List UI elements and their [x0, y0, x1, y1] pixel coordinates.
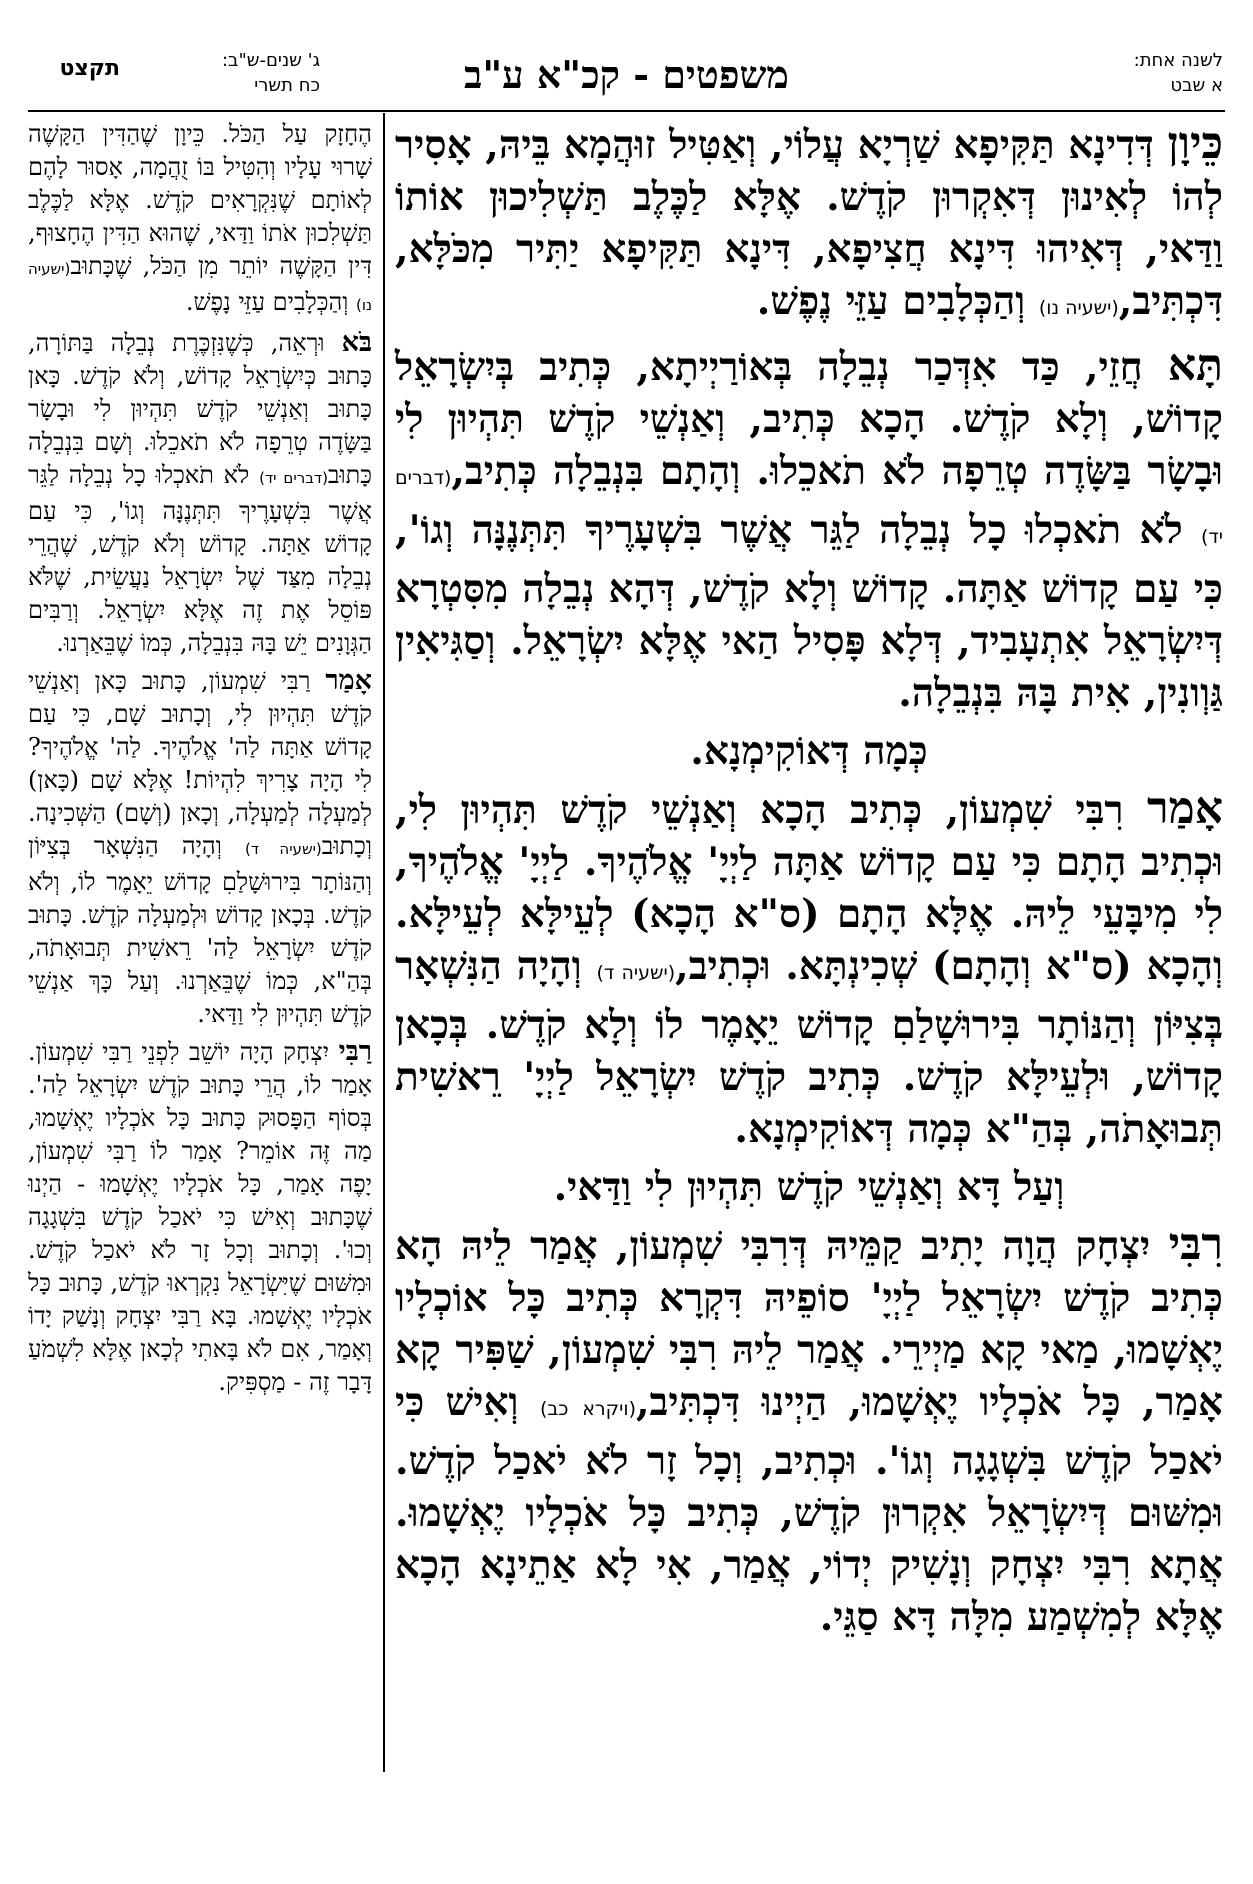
commentary-text: הֶחָזָק עַל הַכֹּל. כֵּיוָן שֶׁהַדִּין הַקָּשֶׁה שָׁרוּי עָלָיו וְהִטִּיל בּוֹ זֻהֲמָה, אָסוּר לָהֶם לְאוֹתָם שֶׁנִּקְרָאִים קֹדֶשׁ. אֶלָּא לַכֶּלֶב תַּשְׁלִכוּן אֹתוֹ וַדַּאי, שֶׁהוּא הַדִּין הֶחָצוּף, דִּין הַקָּשֶׁה יוֹתֵר מִן הַכֹּל, שֶׁכָּתוּב [28, 120, 372, 280]
commentary-paragraph [28, 326, 372, 660]
main-paragraph [395, 340, 1223, 719]
commentary-text: רַבִּי שִׁמְעוֹן, כָּתוּב כָּאן וְאַנְשֵׁי קֹדֶשׁ תִּהְיוּן לִי, וְכָתוּב שָׁם, כִּי עַם קָדוֹשׁ אַתָּה לַה' אֱלֹהֶיךָ. לַה' אֱלֹהֶיךָ? לִי הָיָה צָרִיךְ לִהְיוֹת! אֶלָּא שָׁם (כָּאן) לְמַעְלָה לְמַעְלָה, וְכָאן (וְשָׁם) הַשְּׁכִינָה. וְכָתוּב [28, 667, 372, 860]
commentary-paragraph [28, 1035, 372, 1399]
commentary-text: יִצְחָק הָיָה יוֹשֵׁב לִפְנֵי רַבִּי שִׁמְעוֹן. אָמַר לוֹ, הֲרֵי כָּתוּב קֹדֶשׁ יִשְׂרָאֵל לַה'. בְּסוֹף הַפָּסוּק כָּתוּב כָּל אֹכְלָיו יֶאְשָׁמוּ, מַה זֶּה אוֹמֵר? אָמַר לוֹ רַבִּי שִׁמְעוֹן, יָפֶה אָמַר, כָּל אֹכְלָיו יֶאְשָׁמוּ - הַיְנוּ שֶׁכָּתוּב וְאִישׁ כִּי יֹאכַל קֹדֶשׁ בִּשְׁגָגָה וְכוּ'. וְכָתוּב וְכָל זָר לֹא יֹאכַל קֹדֶשׁ. וּמִשּׁוּם שֶׁיִּשְׂרָאֵל נִקְרְאוּ קֹדֶשׁ, כָּתוּב כָּל אֹכְלָיו יֶאְשָׁמוּ. בָּא רַבִּי יִצְחָק וְנָשַׁק יָדוֹ וְאָמַר, אִם לֹא בָּאתִי לְכָאן אֶלָּא לִשְׁמֹעַ דָּבָר זֶה - מַסְפִּיק. [28, 1038, 372, 1396]
commentary-verse-reference: (ישעיה נו) [28, 260, 372, 314]
main-text: וְהַכְּלָבִים עַזֵּי נֶפֶשׁ. [756, 278, 1039, 324]
page-title: משפטים - קכ"א ע"ב [464, 52, 789, 97]
main-opening-word: כֵּיוָן [1167, 118, 1223, 169]
commentary-verse-reference: (ישעיה ד) [245, 840, 322, 858]
commentary-verse-reference: (דברים יד) [259, 469, 328, 487]
main-paragraph [395, 783, 1223, 1155]
header-three-year-schedule [140, 48, 320, 98]
main-paragraph [395, 118, 1223, 334]
header-one-year-label: לשנה אחת: [1133, 50, 1223, 71]
main-verse-reference: (ויקרא כב) [539, 1398, 636, 1420]
commentary-text: וְהָיָה הַנִּשְׁאָר בְּצִיּוֹן וְהַנּוֹתָר בִּירוּשָׁלַםִ קָדוֹשׁ יֵאָמֶר לוֹ, וְלֹא קֹדֶשׁ. בְּכָאן קָדוֹשׁ וּלְמַעְלָה קֹדֶשׁ. כָּתוּב קֹדֶשׁ יִשְׂרָאֵל לַה' רֵאשִׁית תְּבוּאָתֹה, בְּהַ"א, כְּמוֹ שֶׁבֵּאַרְנוּ. וְעַל כָּךְ אַנְשֵׁי קֹדֶשׁ תִּהְיוּן לִי וַדַּאי. [28, 832, 372, 1028]
commentary-paragraph [28, 664, 372, 1031]
main-text: וְהָיָה הַנִּשְׁאָר בְּצִיּוֹן וְהַנּוֹתָר בִּירוּשָׁלַםִ קָדוֹשׁ יֵאָמֶר לוֹ וְלָא קֹדֶשׁ. בְּכָאן קָדוֹשׁ, וּלְעֵילָּא קֹדֶשׁ. כְּתִיב קֹדֶשׁ יִשְׂרָאֵל לַיְיָ' רֵאשִׁית תְּבוּאָתֹה, בְּהַ"א כְּמָה דְּאוֹקִימְנָא. [395, 943, 1223, 1152]
main-text: וְאִישׁ כִּי יֹאכַל קֹדֶשׁ בִּשְׁגָגָה וְגוֹ'. וּכְתִיב, וְכָל זָר לֹא יֹאכַל קֹדֶשׁ. וּמִשּׁוּם דְּיִשְׂרָאֵל אִקְרוּן קֹדֶשׁ, כְּתִיב כָּל אֹכְלָיו יֶאְשָׁמוּ. אֲתָא רִבִּי יִצְחָק וְנָשִׁיק יְדוֹי, אֲמַר, אִי לָא אַתֵינָא הָכָא אֶלָּא לְמִשְׁמַע מִלָּה דָּא סַגֵּי. [395, 1379, 1223, 1640]
commentary-opening-word: בֹּא [341, 327, 372, 358]
header-three-year-date: כח תשרי [254, 75, 320, 96]
main-paragraph [395, 1219, 1223, 1643]
commentary-text: וּרְאֵה, כְּשֶׁנִּזְכֶּרֶת נְבֵלָה בַּתּוֹרָה, כָּתוּב כְּיִשְׂרָאֵל קָדוֹשׁ, וְלֹא קֹדֶשׁ. כָּאן כָּתוּב וְאַנְשֵׁי קֹדֶשׁ תִּהְיוּן לִי וּבָשָׂר בַּשָּׂדֶה טְרֵפָה לֹא תֹאכֵלוּ. וְשָׁם בִּנְבֵלָה כָּתוּב [28, 329, 372, 489]
main-opening-word: רִבִּי [1168, 1219, 1223, 1270]
main-text: וְעַל דָּא וְאַנְשֵׁי קֹדֶשׁ תִּהְיוּן לִי וַדַּאי. [553, 1164, 1065, 1210]
commentary-paragraph [28, 118, 372, 322]
main-verse-reference: (דברים יד) [395, 467, 1223, 548]
header-divider [28, 110, 1225, 112]
main-paragraph [395, 725, 1223, 777]
commentary-opening-word: רַבִּי [338, 1036, 372, 1067]
main-paragraph [395, 1161, 1223, 1213]
main-text: יִצְחָק הֲוָה יָתִיב קַמֵּיהּ דְּרִבִּי שִׁמְעוֹן, אֲמַר לֵיהּ הָא כְּתִיב קֹדֶשׁ יִשְׂרָאֵל לַיְיָ' סוֹפֵיהּ דִּקְרָא כְּתִיב כָּל אוֹכְלָיו יֶאְשָׁמוּ, מַאי קָא מַיְירֵי. אֲמַר לֵיהּ רִבִּי שִׁמְעוֹן, שַׁפִּיר קָא אָמַר, כָּל אֹכְלָיו יֶאְשָׁמוּ, הַיְינוּ דִּכְתִּיב, [395, 1223, 1223, 1425]
main-text-column [395, 118, 1223, 1649]
header-three-year-label: ג' שנים-ש"ב: [221, 50, 320, 71]
commentary-opening-word: אָמַר [325, 665, 372, 696]
main-text: כְּמָה דְּאוֹקִימְנָא. [690, 728, 928, 774]
page-number: תקצט [59, 56, 120, 81]
main-opening-word: אָמַר [1147, 783, 1223, 834]
main-text: דְּדִינָא תַּקִּיפָא שַׁרְיָא עֲלוֹי, וְאַטִּיל זוּהֲמָא בֵּיהּ, אָסִיר לְהוֹ לְאִינוּן דְּאִקְרוּן קֹדֶשׁ. אֶלָּא לַכֶּלֶב תַּשְׁלִיכוּן אוֹתוֹ וַדַּאי, דְּאִיהוּ דִּינָא חֲצִיפָא, דִּינָא תַּקִּיפָא יַתִּיר מִכֹּלָּא, דִּכְתִּיב, [395, 122, 1223, 324]
header-one-year-date: א שבט [1170, 75, 1223, 96]
main-verse-reference: (ישעיה נו) [1038, 297, 1119, 319]
header-daily-schedule [1013, 48, 1223, 98]
main-text: לֹא תֹאכְלוּ כָל נְבֵלָה לַגֵּר אֲשֶׁר בִּשְׁעָרֶיךָ תִּתְּנֶנָּה וְגוֹ', כִּי עַם קָדוֹשׁ אַתָּה. קָדוֹשׁ וְלָא קֹדֶשׁ, דְּהָא נְבֵלָה מִסִּטְרָא דְּיִשְׂרָאֵל אִתְעָבִיד, דְּלָא פָּסִיל הַאי אֶלָּא יִשְׂרָאֵל. וְסַגִּיאִין גַּוְונִין, אִית בָּהּ בִּנְבֵלָה. [395, 507, 1223, 716]
main-text: רִבִּי שִׁמְעוֹן, כְּתִיב הָכָא וְאַנְשֵׁי קֹדֶשׁ תִּהְיוּן לִי, וּכְתִיב הָתָם כִּי עַם קָדוֹשׁ אַתָּה לַיְיָ' אֱלֹהֶיךָ. לַיְיָ' אֱלֹהֶיךָ, לִי מִיבָּעֵי לֵיהּ. אֶלָּא הָתָם (ס"א הָכָא) לְעֵילָּא לְעֵילָּא. וְהָכָא (ס"א וְהָתָם) שְׁכִינְתָּא. וּכְתִיב, [395, 787, 1223, 989]
main-opening-word: תָּא [1167, 340, 1223, 391]
commentary-text: וְהַכְּלָבִים עַזֵּי נָפֶשׁ. [185, 288, 357, 316]
main-verse-reference: (ישעיה ד) [596, 962, 676, 984]
main-text: חֲזֵי, כַּד אִדְּכַר נְבֵלָה בְּאוֹרַיְיתָא, כְּתִיב בְּיִשְׂרָאֵל קָדוֹשׁ, וְלָא קֹדֶשׁ. הָכָא כְּתִיב, וְאַנְשֵׁי קֹדֶשׁ תִּהְיוּן לִי וּבָשָׂר בַּשָּׂדֶה טְרֵפָה לֹא תֹאכֵלוּ. וְהָתָם בִּנְבֵלָה כְּתִיב, [395, 344, 1223, 494]
commentary-column [28, 118, 372, 1403]
column-divider [383, 113, 385, 1772]
commentary-text: לֹא תֹאכְלוּ כָל נְבֵלָה לַגֵּר אֲשֶׁר בִּשְׁעָרֶיךָ תִּתְּנֶנָּה וְגוֹ', כִּי עַם קָדוֹשׁ אַתָּה. קָדוֹשׁ וְלֹא קֹדֶשׁ, שֶׁהֲרֵי נְבֵלָה מִצַּד שֶׁל יִשְׂרָאֵל נַעֲשֵׂית, שֶׁלֹּא פּוֹסֵל אֶת זֶה אֶלָּא יִשְׂרָאֵל. וְרַבִּים הַגְּוָנִים יֵשׁ בָּהּ בִּנְבֵלָה, כְּמוֹ שֶׁבֵּאַרְנוּ. [28, 461, 372, 657]
